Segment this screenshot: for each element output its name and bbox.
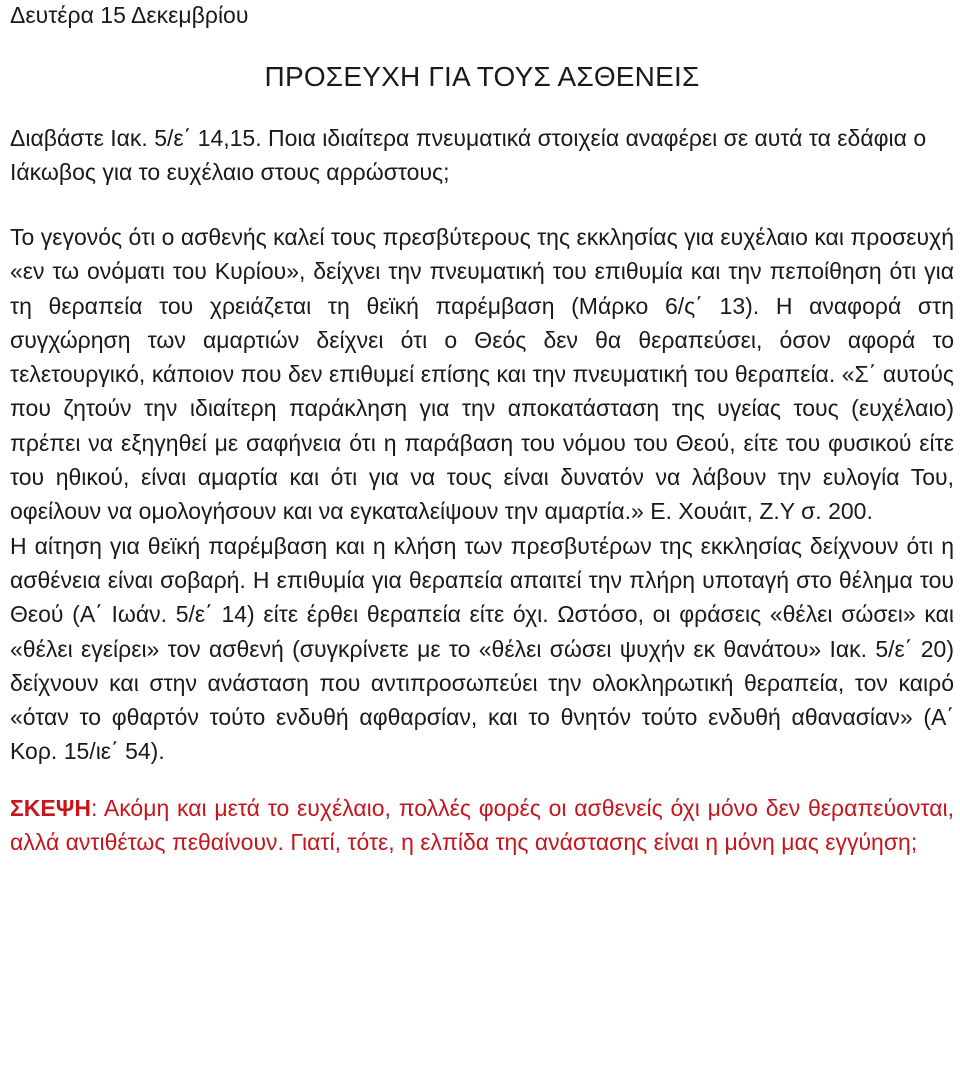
thought-section xyxy=(10,791,954,859)
thought-label: ΣΚΕΨΗ xyxy=(10,794,91,821)
thought-text: : Ακόμη και μετά το ευχέλαιο, πολλές φορές οι ασθενείς όχι μόνο δεν θεραπεύονται, αλλά αντιθέτως πεθαίνουν. Γιατί, τότε, η ελπίδα της ανάστασης είναι η μόνη μας εγγύηση; xyxy=(10,794,954,855)
date-heading: Δευτέρα 15 Δεκεμβρίου xyxy=(10,2,249,28)
answer-paragraph-2: Η αίτηση για θεϊκή παρέμβαση και η κλήση των πρεσβυτέρων της εκκλησίας δείχνουν ότι η ασθένεια είναι σοβαρή. Η επιθυμία για θεραπεία απαιτεί την πλήρη υποταγή στο θέλημα του Θεού (Α΄ Ιωάν. 5/ε΄ 14) είτε έρθει θεραπεία είτε όχι. Ωστόσο, οι φράσεις «θέλει σώσει» και «θέλει εγείρει» τον ασθενή (συγκρίνετε με το «θέλει σώσει ψυχήν εκ θανάτου» Ιακ. 5/ε΄ 20) δείχνουν και στην ανάσταση που αντιπροσωπεύει την ολοκληρωτική θεραπεία, τον καιρό «όταν το φθαρτόν τούτο ενδυθή αφθαρσίαν, και το θνητόν τούτο ενδυθή αθανασίαν» (Α΄ Κορ. 15/ιε΄ 54). xyxy=(10,532,954,765)
answer-paragraph-1: Το γεγονός ότι ο ασθενής καλεί τους πρεσβύτερους της εκκλησίας για ευχέλαιο και προσευχή «εν τω ονόματι του Κυρίου», δείχνει την πνευματική του επιθυμία και την πεποίθηση ότι για τη θεραπεία του χρειάζεται τη θεϊκή παρέμβαση (Μάρκο 6/ς΄ 13). Η αναφορά στη συγχώρηση των αμαρτιών δείχνει ότι ο Θεός δεν θα θεραπεύσει, όσον αφορά το τελετουργικό, κάποιον που δεν επιθυμεί επίσης και την πνευματική του θεραπεία. «Σ΄ αυτούς που ζητούν την ιδιαίτερη παράκληση για την αποκατάσταση της υγείας τους (ευχέλαιο) πρέπει να εξηγηθεί με σαφήνεια ότι η παράβαση του νόμου του Θεού, είτε του φυσικού είτε του ηθικού, είναι αμαρτία και ότι για να τους είναι δυνατόν να λάβουν την ευλογία Του, οφείλουν να ομολογήσουν και να εγκαταλείψουν την αμαρτία.» Ε. Χουάιτ, Ζ.Υ σ. 200. xyxy=(10,224,954,525)
lesson-title: ΠΡΟΣΕΥΧΗ ΓΙΑ ΤΟΥΣ ΑΣΘΕΝΕΙΣ xyxy=(264,61,700,92)
study-question: Διαβάστε Ιακ. 5/ε΄ 14,15. Ποια ιδιαίτερα πνευματικά στοιχεία αναφέρει σε αυτά τα εδάφια ο Ιάκωβος για το ευχέλαιο στους αρρώστους; xyxy=(10,125,927,185)
lesson-body xyxy=(10,220,954,769)
